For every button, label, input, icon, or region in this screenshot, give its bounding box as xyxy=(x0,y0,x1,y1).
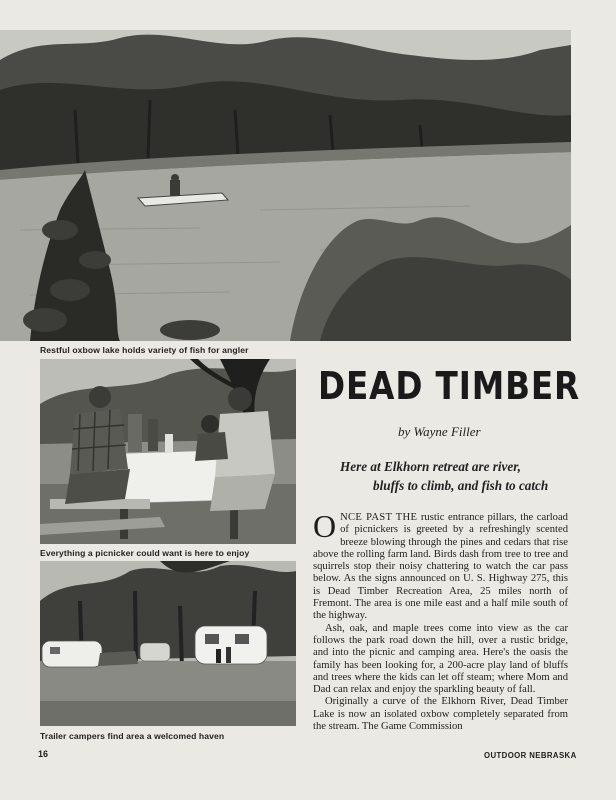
picnic-photo-caption: Everything a picnicker could want is here to enjoy xyxy=(40,548,250,558)
article-paragraph-1 xyxy=(313,508,568,623)
article-title: DEAD TIMBER xyxy=(318,364,581,408)
article-deck-line2: bluffs to climb, and fish to catch xyxy=(373,478,549,493)
trailers-photo-caption: Trailer campers find area a welcomed haven xyxy=(40,731,225,741)
article-body xyxy=(313,508,568,733)
article-byline: by Wayne Filler xyxy=(398,424,481,439)
page-number: 16 xyxy=(38,749,49,759)
lake-photo-caption: Restful oxbow lake holds variety of fish for angler xyxy=(40,345,249,355)
drop-cap: O xyxy=(313,508,337,544)
magazine-name: OUTDOOR NEBRASKA xyxy=(484,751,577,760)
paragraph-1-text: rustic entrance pillars, the carload of picnickers is greeted by a refreshingly scented breeze blowing through the pines and cedars that rise above the rolling farm land. Birds dash from tree to tree and squirrels stop their noisy chattering to watch the car pass below. As the signs announced on U. S. Highway 275, this is Dead Timber Recreation Area, 25 miles north of Fremont. The area is one mile east and a half mile south of the highway. xyxy=(313,512,568,622)
article-paragraph-3: Originally a curve of the Elkhorn River, Dead Timber Lake is now an isolated oxbow completely separated from the stream. The Game Commission xyxy=(313,696,568,733)
trailers-photo xyxy=(40,561,296,726)
article-paragraph-2: Ash, oak, and maple trees come into view as the car follows the park road down the hill, over a rustic bridge, and into the picnic and camping area. Here's the oasis the family has been looking for, a 200-acre play land of bluffs and trees where the kids can let off steam; where Mom and Dad can relax and enjoy the sparkling beauty of fall. xyxy=(313,622,568,696)
lead-in: NCE PAST THE xyxy=(340,512,418,523)
picnic-photo xyxy=(40,359,296,544)
lake-photo xyxy=(0,30,571,341)
article-deck-line1: Here at Elkhorn retreat are river, xyxy=(340,459,521,474)
